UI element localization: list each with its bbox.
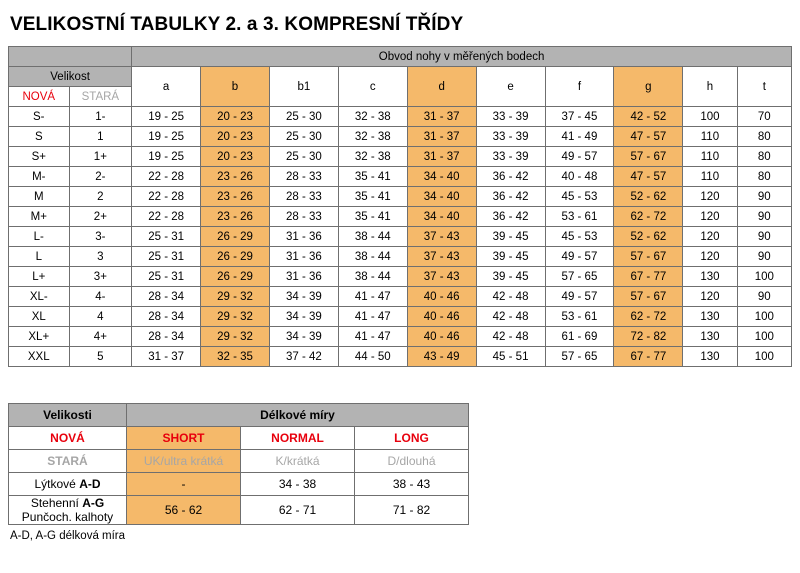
cell-c: 32 - 38 bbox=[338, 127, 407, 147]
cell-e: 33 - 39 bbox=[476, 107, 545, 127]
cell-e: 42 - 48 bbox=[476, 307, 545, 327]
cell-t: 90 bbox=[737, 287, 791, 307]
row-size-new: XL- bbox=[9, 287, 70, 307]
cell-f: 49 - 57 bbox=[545, 247, 614, 267]
cell-b1: 28 - 33 bbox=[269, 167, 338, 187]
cell-e: 39 - 45 bbox=[476, 227, 545, 247]
cell-b: 29 - 32 bbox=[201, 287, 270, 307]
thigh-label-code: A-G bbox=[82, 496, 105, 510]
cell-g: 42 - 52 bbox=[614, 107, 683, 127]
cell-b1: 31 - 36 bbox=[269, 247, 338, 267]
cell-t: 100 bbox=[737, 347, 791, 367]
cell-d: 34 - 40 bbox=[407, 187, 476, 207]
cell-b1: 28 - 33 bbox=[269, 187, 338, 207]
length-old-row bbox=[9, 450, 469, 473]
row-size-old: 4+ bbox=[69, 327, 132, 347]
cell-c: 41 - 47 bbox=[338, 327, 407, 347]
cell-t: 80 bbox=[737, 147, 791, 167]
cell-d: 31 - 37 bbox=[407, 107, 476, 127]
cell-e: 36 - 42 bbox=[476, 187, 545, 207]
row-size-old: 3 bbox=[69, 247, 132, 267]
cell-e: 39 - 45 bbox=[476, 247, 545, 267]
cell-f: 45 - 53 bbox=[545, 187, 614, 207]
table-row bbox=[9, 147, 792, 167]
cell-b1: 28 - 33 bbox=[269, 207, 338, 227]
table-row bbox=[9, 107, 792, 127]
cell-t: 70 bbox=[737, 107, 791, 127]
cell-h: 110 bbox=[683, 167, 737, 187]
cell-h: 130 bbox=[683, 307, 737, 327]
row-size-new: M- bbox=[9, 167, 70, 187]
size-header: Velikost bbox=[9, 67, 132, 87]
cell-h: 100 bbox=[683, 107, 737, 127]
cell-c: 38 - 44 bbox=[338, 227, 407, 247]
table-row bbox=[9, 267, 792, 287]
cell-a: 25 - 31 bbox=[132, 227, 201, 247]
cell-d: 40 - 46 bbox=[407, 287, 476, 307]
cell-t: 80 bbox=[737, 167, 791, 187]
table-row bbox=[9, 347, 792, 367]
size-new-header: NOVÁ bbox=[9, 87, 70, 107]
size-table bbox=[8, 46, 792, 367]
cell-b1: 25 - 30 bbox=[269, 147, 338, 167]
table-row bbox=[9, 307, 792, 327]
cell-t: 90 bbox=[737, 207, 791, 227]
cell-a: 25 - 31 bbox=[132, 247, 201, 267]
table-header-size-row bbox=[9, 67, 792, 87]
cell-e: 33 - 39 bbox=[476, 127, 545, 147]
empty-corner-cell bbox=[9, 47, 132, 67]
cell-b: 26 - 29 bbox=[201, 267, 270, 287]
row-size-new: L- bbox=[9, 227, 70, 247]
calf-label-code: A-D bbox=[79, 477, 101, 491]
cell-h: 110 bbox=[683, 127, 737, 147]
cell-g: 47 - 57 bbox=[614, 167, 683, 187]
cell-h: 120 bbox=[683, 207, 737, 227]
cell-t: 100 bbox=[737, 307, 791, 327]
cell-g: 67 - 77 bbox=[614, 347, 683, 367]
row-size-new: S+ bbox=[9, 147, 70, 167]
cell-c: 44 - 50 bbox=[338, 347, 407, 367]
row-size-old: 3+ bbox=[69, 267, 132, 287]
thigh-label-line2: Punčoch. kalhoty bbox=[21, 510, 114, 524]
col-header-e: e bbox=[476, 67, 545, 107]
cell-b: 29 - 32 bbox=[201, 307, 270, 327]
length-row-label-calf bbox=[9, 473, 127, 496]
table-row bbox=[9, 207, 792, 227]
cell-t: 90 bbox=[737, 227, 791, 247]
cell-t: 90 bbox=[737, 247, 791, 267]
cell-d: 40 - 46 bbox=[407, 307, 476, 327]
cell-d: 40 - 46 bbox=[407, 327, 476, 347]
circumference-header: Obvod nohy v měřených bodech bbox=[132, 47, 792, 67]
length-col-long-old: D/dlouhá bbox=[355, 450, 469, 473]
length-row-thigh bbox=[9, 496, 469, 525]
cell-h: 120 bbox=[683, 287, 737, 307]
cell-e: 45 - 51 bbox=[476, 347, 545, 367]
cell-d: 34 - 40 bbox=[407, 207, 476, 227]
cell-c: 41 - 47 bbox=[338, 287, 407, 307]
cell-h: 120 bbox=[683, 187, 737, 207]
cell-g: 57 - 67 bbox=[614, 147, 683, 167]
cell-t: 80 bbox=[737, 127, 791, 147]
row-size-old: 5 bbox=[69, 347, 132, 367]
row-size-new: L+ bbox=[9, 267, 70, 287]
cell-g: 57 - 67 bbox=[614, 287, 683, 307]
row-size-old: 2 bbox=[69, 187, 132, 207]
col-header-d: d bbox=[407, 67, 476, 107]
cell-a: 28 - 34 bbox=[132, 327, 201, 347]
cell-a: 22 - 28 bbox=[132, 187, 201, 207]
cell-f: 61 - 69 bbox=[545, 327, 614, 347]
cell-h: 110 bbox=[683, 147, 737, 167]
cell-c: 38 - 44 bbox=[338, 267, 407, 287]
row-size-new: M+ bbox=[9, 207, 70, 227]
thigh-long-value: 71 - 82 bbox=[355, 496, 469, 525]
cell-h: 120 bbox=[683, 227, 737, 247]
cell-d: 34 - 40 bbox=[407, 167, 476, 187]
cell-c: 41 - 47 bbox=[338, 307, 407, 327]
table-spacer bbox=[8, 367, 792, 403]
cell-c: 32 - 38 bbox=[338, 107, 407, 127]
cell-g: 67 - 77 bbox=[614, 267, 683, 287]
cell-b1: 31 - 36 bbox=[269, 227, 338, 247]
table-row bbox=[9, 227, 792, 247]
cell-b1: 31 - 36 bbox=[269, 267, 338, 287]
cell-c: 35 - 41 bbox=[338, 207, 407, 227]
table-row bbox=[9, 167, 792, 187]
row-size-old: 1+ bbox=[69, 147, 132, 167]
cell-g: 52 - 62 bbox=[614, 187, 683, 207]
table-header-span-row bbox=[9, 47, 792, 67]
cell-f: 49 - 57 bbox=[545, 287, 614, 307]
length-sizes-header: Velikosti bbox=[9, 404, 127, 427]
length-col-normal: NORMAL bbox=[241, 427, 355, 450]
cell-g: 52 - 62 bbox=[614, 227, 683, 247]
row-size-new: S- bbox=[9, 107, 70, 127]
cell-b: 20 - 23 bbox=[201, 107, 270, 127]
length-row-label-thigh bbox=[9, 496, 127, 525]
cell-d: 31 - 37 bbox=[407, 127, 476, 147]
cell-h: 130 bbox=[683, 347, 737, 367]
cell-e: 36 - 42 bbox=[476, 207, 545, 227]
cell-a: 19 - 25 bbox=[132, 147, 201, 167]
cell-g: 62 - 72 bbox=[614, 307, 683, 327]
thigh-label-text: Stehenní bbox=[30, 496, 83, 510]
cell-b1: 34 - 39 bbox=[269, 287, 338, 307]
length-span-header: Délkové míry bbox=[127, 404, 469, 427]
cell-d: 43 - 49 bbox=[407, 347, 476, 367]
cell-h: 120 bbox=[683, 247, 737, 267]
cell-c: 35 - 41 bbox=[338, 187, 407, 207]
cell-d: 37 - 43 bbox=[407, 247, 476, 267]
row-size-old: 4- bbox=[69, 287, 132, 307]
cell-a: 22 - 28 bbox=[132, 207, 201, 227]
row-size-new: M bbox=[9, 187, 70, 207]
cell-f: 37 - 45 bbox=[545, 107, 614, 127]
cell-d: 31 - 37 bbox=[407, 147, 476, 167]
thigh-normal-value: 62 - 71 bbox=[241, 496, 355, 525]
cell-e: 33 - 39 bbox=[476, 147, 545, 167]
table-row bbox=[9, 287, 792, 307]
row-size-new: XL bbox=[9, 307, 70, 327]
cell-b1: 25 - 30 bbox=[269, 107, 338, 127]
length-old-label: STARÁ bbox=[9, 450, 127, 473]
calf-long-value: 38 - 43 bbox=[355, 473, 469, 496]
cell-f: 53 - 61 bbox=[545, 307, 614, 327]
cell-b1: 37 - 42 bbox=[269, 347, 338, 367]
cell-b: 29 - 32 bbox=[201, 327, 270, 347]
table-row bbox=[9, 187, 792, 207]
cell-e: 42 - 48 bbox=[476, 327, 545, 347]
table-row bbox=[9, 127, 792, 147]
table-row bbox=[9, 327, 792, 347]
cell-d: 37 - 43 bbox=[407, 267, 476, 287]
row-size-new: L bbox=[9, 247, 70, 267]
cell-b: 20 - 23 bbox=[201, 127, 270, 147]
col-header-t: t bbox=[737, 67, 791, 107]
length-header-row bbox=[9, 404, 469, 427]
size-old-header: STARÁ bbox=[69, 87, 132, 107]
length-new-label: NOVÁ bbox=[9, 427, 127, 450]
cell-c: 35 - 41 bbox=[338, 167, 407, 187]
calf-label-text: Lýtkové bbox=[34, 477, 80, 491]
cell-b1: 34 - 39 bbox=[269, 327, 338, 347]
cell-h: 130 bbox=[683, 327, 737, 347]
cell-e: 36 - 42 bbox=[476, 167, 545, 187]
row-size-old: 1 bbox=[69, 127, 132, 147]
cell-b1: 34 - 39 bbox=[269, 307, 338, 327]
cell-g: 57 - 67 bbox=[614, 247, 683, 267]
col-header-h: h bbox=[683, 67, 737, 107]
row-size-new: XL+ bbox=[9, 327, 70, 347]
length-row-calf bbox=[9, 473, 469, 496]
cell-b: 20 - 23 bbox=[201, 147, 270, 167]
cell-g: 47 - 57 bbox=[614, 127, 683, 147]
cell-a: 19 - 25 bbox=[132, 107, 201, 127]
length-col-long: LONG bbox=[355, 427, 469, 450]
cell-g: 72 - 82 bbox=[614, 327, 683, 347]
calf-short-value: - bbox=[127, 473, 241, 496]
cell-b: 26 - 29 bbox=[201, 247, 270, 267]
cell-t: 90 bbox=[737, 187, 791, 207]
length-col-short: SHORT bbox=[127, 427, 241, 450]
row-size-old: 4 bbox=[69, 307, 132, 327]
cell-a: 31 - 37 bbox=[132, 347, 201, 367]
length-new-row bbox=[9, 427, 469, 450]
row-size-new: XXL bbox=[9, 347, 70, 367]
cell-g: 62 - 72 bbox=[614, 207, 683, 227]
cell-a: 28 - 34 bbox=[132, 307, 201, 327]
cell-f: 57 - 65 bbox=[545, 347, 614, 367]
cell-f: 49 - 57 bbox=[545, 147, 614, 167]
length-col-normal-old: K/krátká bbox=[241, 450, 355, 473]
cell-b: 23 - 26 bbox=[201, 187, 270, 207]
cell-f: 57 - 65 bbox=[545, 267, 614, 287]
length-col-short-old: UK/ultra krátká bbox=[127, 450, 241, 473]
footnote: A-D, A-G délková míra bbox=[10, 530, 126, 542]
cell-e: 42 - 48 bbox=[476, 287, 545, 307]
col-header-c: c bbox=[338, 67, 407, 107]
cell-c: 32 - 38 bbox=[338, 147, 407, 167]
cell-f: 40 - 48 bbox=[545, 167, 614, 187]
thigh-label-line1 bbox=[9, 496, 126, 510]
length-table bbox=[8, 403, 469, 525]
cell-t: 100 bbox=[737, 267, 791, 287]
cell-c: 38 - 44 bbox=[338, 247, 407, 267]
cell-e: 39 - 45 bbox=[476, 267, 545, 287]
row-size-old: 2+ bbox=[69, 207, 132, 227]
cell-b: 23 - 26 bbox=[201, 167, 270, 187]
cell-b1: 25 - 30 bbox=[269, 127, 338, 147]
row-size-old: 1- bbox=[69, 107, 132, 127]
cell-a: 22 - 28 bbox=[132, 167, 201, 187]
table-row bbox=[9, 247, 792, 267]
cell-b: 23 - 26 bbox=[201, 207, 270, 227]
cell-a: 28 - 34 bbox=[132, 287, 201, 307]
row-size-old: 2- bbox=[69, 167, 132, 187]
cell-a: 19 - 25 bbox=[132, 127, 201, 147]
cell-t: 100 bbox=[737, 327, 791, 347]
cell-b: 26 - 29 bbox=[201, 227, 270, 247]
cell-f: 41 - 49 bbox=[545, 127, 614, 147]
cell-d: 37 - 43 bbox=[407, 227, 476, 247]
cell-f: 53 - 61 bbox=[545, 207, 614, 227]
page-title: VELIKOSTNÍ TABULKY 2. a 3. KOMPRESNÍ TŘÍDY bbox=[10, 14, 464, 35]
cell-h: 130 bbox=[683, 267, 737, 287]
cell-b: 32 - 35 bbox=[201, 347, 270, 367]
col-header-b1: b1 bbox=[269, 67, 338, 107]
row-size-new: S bbox=[9, 127, 70, 147]
col-header-g: g bbox=[614, 67, 683, 107]
cell-f: 45 - 53 bbox=[545, 227, 614, 247]
col-header-b: b bbox=[201, 67, 270, 107]
row-size-old: 3- bbox=[69, 227, 132, 247]
thigh-short-value: 56 - 62 bbox=[127, 496, 241, 525]
col-header-a: a bbox=[132, 67, 201, 107]
cell-a: 25 - 31 bbox=[132, 267, 201, 287]
col-header-f: f bbox=[545, 67, 614, 107]
calf-normal-value: 34 - 38 bbox=[241, 473, 355, 496]
